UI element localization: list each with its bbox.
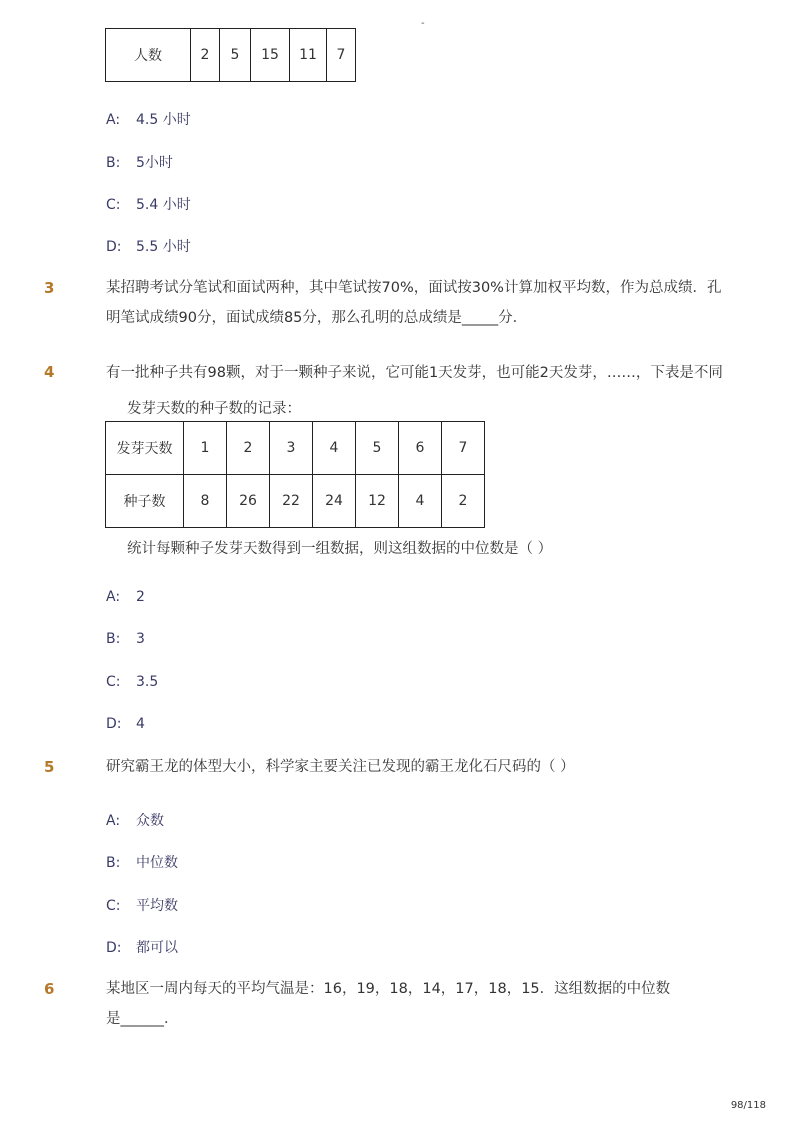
option-d[interactable]: [106, 937, 178, 957]
table-row-label: 种子数: [106, 475, 184, 528]
table-cell: 7: [442, 422, 485, 475]
question-text: 研究霸王龙的体型大小，科学家主要关注已发现的霸王龙化石尺码的（ ）: [106, 759, 575, 775]
table-cell: 8: [184, 475, 227, 528]
question-number: 6: [44, 980, 55, 998]
table-row-label: 发芽天数: [106, 422, 184, 475]
table-cell: 3: [270, 422, 313, 475]
table-cell: 4: [399, 475, 442, 528]
option-letter: A:: [106, 813, 121, 829]
table-cell: 7: [327, 29, 356, 82]
table-cell: 1: [184, 422, 227, 475]
table-cell: 15: [251, 29, 290, 82]
option-letter: A:: [106, 589, 121, 605]
option-a[interactable]: [106, 109, 191, 129]
table-cell: 2: [227, 422, 270, 475]
question-line: 某地区一周内每天的平均气温是：16，19，18，14，17，18，15．这组数据的中位数: [106, 981, 671, 997]
question-number: 3: [44, 279, 55, 297]
option-a[interactable]: [106, 810, 164, 830]
table-germination: [105, 421, 485, 528]
question-line: 明笔试成绩90分，面试成绩85分，那么孔明的总成绩是_____分．: [106, 310, 528, 326]
option-letter: C:: [106, 197, 121, 213]
option-text: 众数: [136, 813, 164, 829]
table-row-label: 人数: [106, 29, 191, 82]
table-cell: 5: [220, 29, 251, 82]
question-number: 4: [44, 363, 55, 381]
option-b[interactable]: [106, 152, 173, 172]
option-letter: B:: [106, 631, 121, 647]
question-text: 有一批种子共有98颗，对于一颗种子来说，它可能1天发芽，也可能2天发芽，……，下表是不同: [106, 365, 723, 381]
option-letter: D:: [106, 716, 122, 732]
option-text: 都可以: [136, 940, 178, 956]
page-number: 98/118: [730, 1100, 766, 1111]
table-cell: 12: [356, 475, 399, 528]
table-cell: 22: [270, 475, 313, 528]
option-text: 4: [136, 716, 145, 732]
option-text: 4.5 小时: [136, 112, 191, 128]
option-letter: B:: [106, 155, 121, 171]
question-line: 发芽天数的种子数的记录：: [127, 401, 301, 417]
option-text: 5小时: [136, 155, 173, 171]
table-cell: 5: [356, 422, 399, 475]
table-cell: 6: [399, 422, 442, 475]
question-line: 某招聘考试分笔试和面试两种，其中笔试按70%，面试按30%计算加权平均数，作为总成绩．孔: [106, 280, 722, 296]
table-people-count: [105, 28, 356, 82]
option-letter: C:: [106, 674, 121, 690]
option-text: 5.5 小时: [136, 239, 191, 255]
question-text: [106, 273, 726, 333]
table-cell: 26: [227, 475, 270, 528]
option-text: 2: [136, 589, 145, 605]
table-cell: 11: [290, 29, 327, 82]
option-text: 5.4 小时: [136, 197, 191, 213]
option-c[interactable]: [106, 895, 178, 915]
question-line: 是______．: [106, 1011, 179, 1027]
question-line: 统计每颗种子发芽天数得到一组数据，则这组数据的中位数是（ ）: [127, 541, 553, 557]
table-cell: 2: [191, 29, 220, 82]
top-mark: -: [421, 18, 425, 29]
option-b[interactable]: [106, 631, 145, 647]
option-letter: A:: [106, 112, 121, 128]
option-letter: D:: [106, 940, 122, 956]
option-text: 平均数: [136, 898, 178, 914]
option-c[interactable]: [106, 674, 158, 690]
option-letter: B:: [106, 855, 121, 871]
table-cell: 2: [442, 475, 485, 528]
option-text: 中位数: [136, 855, 178, 871]
option-letter: D:: [106, 239, 122, 255]
question-number: 5: [44, 758, 55, 776]
question-text: [106, 974, 726, 1034]
table-cell: 4: [313, 422, 356, 475]
option-text: 3: [136, 631, 145, 647]
option-b[interactable]: [106, 852, 178, 872]
option-letter: C:: [106, 898, 121, 914]
option-d[interactable]: [106, 236, 191, 256]
table-cell: 24: [313, 475, 356, 528]
option-text: 3.5: [136, 674, 159, 690]
option-c[interactable]: [106, 194, 191, 214]
option-a[interactable]: [106, 589, 145, 605]
option-d[interactable]: [106, 716, 145, 732]
